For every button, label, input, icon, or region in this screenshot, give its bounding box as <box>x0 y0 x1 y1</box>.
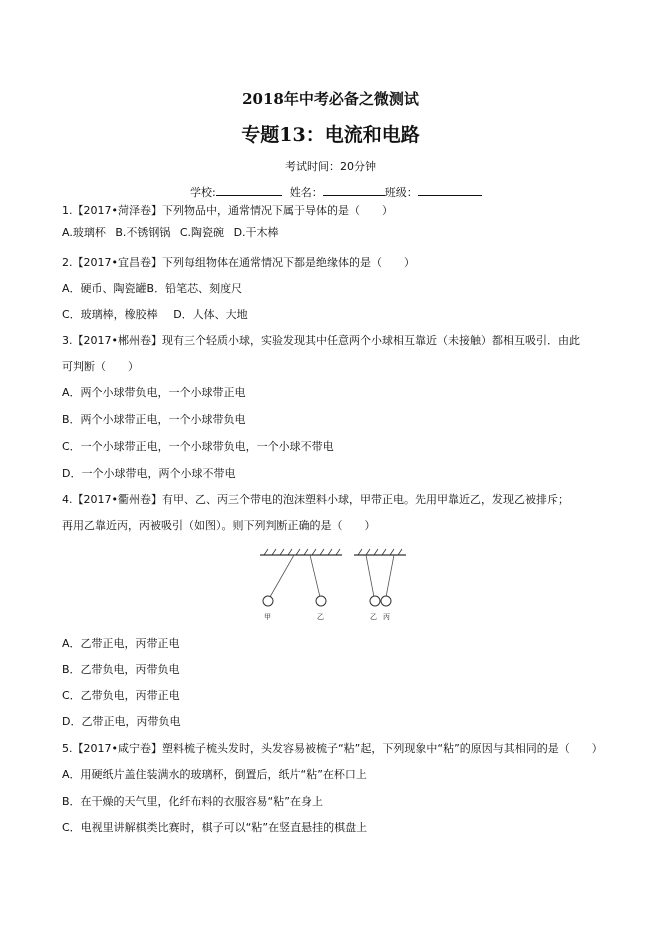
question-3-option-d: D．一个小球带电，两个小球不带电 <box>62 467 236 480</box>
question-3-stem-line-1: 3.【2017•郴州卷】现有三个轻质小球，实验发现其中任意两个小球相互靠近（未接触）都相互吸引．由此 <box>62 334 580 347</box>
question-3-option-a: A．两个小球带负电，一个小球带正电 <box>62 386 246 399</box>
school-blank[interactable] <box>216 184 282 196</box>
question-2-options-row-2 <box>62 308 248 322</box>
right-support-icon <box>354 549 406 555</box>
exam-title: 2018年中考必备之微测试 <box>242 90 419 108</box>
exam-time: 考试时间：20分钟 <box>285 160 376 173</box>
question-4-option-d: D．乙带正电，丙带负电 <box>62 715 181 728</box>
question-3-option-c: C．一个小球带正电，一个小球带负电，一个小球不带电 <box>62 440 334 453</box>
student-info-line <box>190 184 482 200</box>
question-4-option-b: B．乙带负电，丙带负电 <box>62 663 180 676</box>
question-4-option-c: C．乙带负电，丙带正电 <box>62 689 180 702</box>
question-1-option-b: B.不锈钢锅 <box>115 226 171 239</box>
ball-jia-icon <box>263 596 273 606</box>
label-jia: 甲 <box>264 613 271 621</box>
class-label: 班级： <box>384 186 418 199</box>
question-4-stem-line-1: 4.【2017•衢州卷】有甲、乙、丙三个带电的泡沫塑料小球，甲带正电。先用甲靠近乙，发现乙被排斥； <box>62 493 569 506</box>
name-label: 姓名： <box>289 186 323 199</box>
question-2-option-b: B．铅笔芯、刻度尺 <box>146 282 243 295</box>
question-4-option-a: A．乙带正电，丙带正电 <box>62 637 180 650</box>
question-1-options <box>62 226 279 240</box>
question-5-option-b: B．在干燥的天气里，化纤布料的衣服容易“粘”在身上 <box>62 795 323 808</box>
question-5-option-c: C．电视里讲解棋类比赛时，棋子可以“粘”在竖直悬挂的棋盘上 <box>62 821 368 834</box>
school-label: 学校: <box>190 186 216 199</box>
question-1-option-c: C.陶瓷碗 <box>179 226 225 239</box>
question-2-option-c: C．玻璃棒，橡胶棒 <box>62 308 158 321</box>
name-blank[interactable] <box>323 184 385 196</box>
left-support-icon <box>260 549 342 555</box>
question-2-option-a: A．硬币、陶瓷罐 <box>62 282 147 295</box>
question-1-option-d: D.干木棒 <box>233 226 279 239</box>
topic-title: 专题13：电流和电路 <box>241 124 420 146</box>
question-4-stem-line-2: 再用乙靠近丙，丙被吸引（如图）。则下列判断正确的是（ ） <box>62 519 376 532</box>
question-3-stem-line-2: 可判断（ ） <box>62 360 139 373</box>
ball-bing-icon <box>381 596 391 606</box>
question-5-stem: 5.【2017•咸宁卷】塑料梳子梳头发时，头发容易被梳子“粘”起，下列现象中“粘”的原因与其相同的是（ ） <box>62 742 603 755</box>
question-1-option-a: A.玻璃杯 <box>62 226 106 239</box>
question-5-option-a: A．用硬纸片盖住装满水的玻璃杯，倒置后，纸片“粘”在杯口上 <box>62 768 367 781</box>
label-yi: 乙 <box>317 613 324 621</box>
pendulum-figure <box>258 547 408 631</box>
charged-balls-diagram <box>258 547 408 627</box>
question-2-option-d: D．人体、大地 <box>173 308 248 321</box>
ball-yi-right-icon <box>370 596 380 606</box>
label-bing: 丙 <box>383 613 390 621</box>
class-blank[interactable] <box>418 184 482 196</box>
ball-yi-icon <box>316 596 326 606</box>
question-2-stem: 2.【2017•宜昌卷】下列每组物体在通常情况下都是绝缘体的是（ ） <box>62 256 415 269</box>
question-3-option-b: B．两个小球带正电，一个小球带负电 <box>62 413 246 426</box>
label-yi-right: 乙 <box>370 613 377 621</box>
question-1-stem: 1.【2017•菏泽卷】下列物品中，通常情况下属于导体的是（ ） <box>62 204 393 217</box>
question-2-options-row-1 <box>62 282 242 296</box>
